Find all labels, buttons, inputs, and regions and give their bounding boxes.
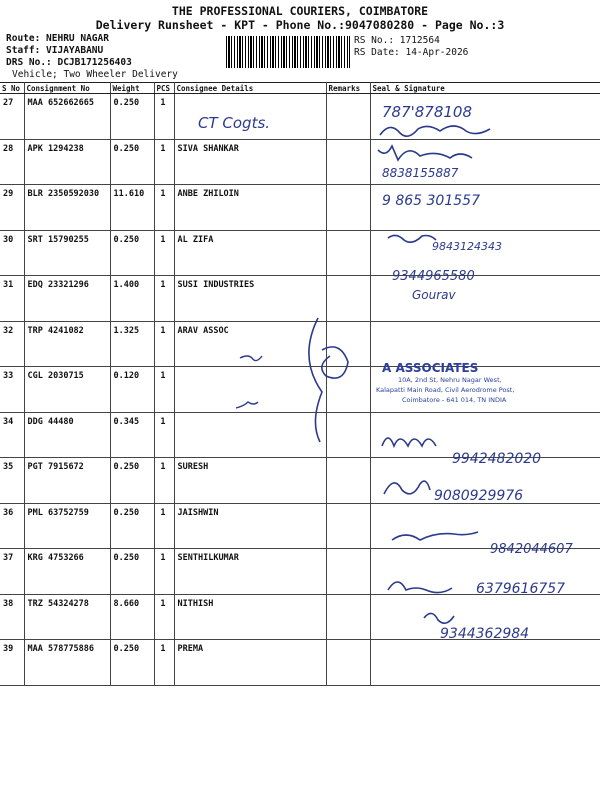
consignee-cell: JAISHWIN: [174, 503, 326, 549]
sno-cell: 28: [0, 139, 24, 185]
signature-28: [378, 146, 472, 160]
pcs-cell: 1: [154, 640, 174, 686]
consignment-cell: MAA 652662665: [24, 94, 110, 140]
stamp-line1: 10A, 2nd St, Nehru Nagar West,: [398, 376, 502, 384]
sno-cell: 30: [0, 230, 24, 276]
handwritten-phone-35: 9942482020: [452, 451, 542, 467]
sno-cell: 34: [0, 412, 24, 458]
consignee-cell: SENTHILKUMAR: [174, 549, 326, 595]
consignee-cell: SIVA SHANKAR: [174, 139, 326, 185]
sno-cell: 29: [0, 185, 24, 231]
pcs-cell: 1: [154, 549, 174, 595]
consignment-cell: CGL 2030715: [24, 367, 110, 413]
weight-cell: 1.325: [110, 321, 154, 367]
consignee-cell: AL ZIFA: [174, 230, 326, 276]
weight-cell: 0.250: [110, 458, 154, 504]
pcs-cell: 1: [154, 185, 174, 231]
weight-cell: 1.400: [110, 276, 154, 322]
sno-cell: 38: [0, 594, 24, 640]
mark-33: [240, 356, 262, 361]
pcs-cell: 1: [154, 276, 174, 322]
stamp-line3: Coimbatore - 641 014, TN INDIA: [402, 396, 507, 404]
col-consignee: Consignee Details: [174, 83, 326, 94]
sno-cell: 32: [0, 321, 24, 367]
pcs-cell: 1: [154, 321, 174, 367]
pcs-cell: 1: [154, 412, 174, 458]
signature-37: [392, 532, 478, 540]
signature-35: [382, 438, 436, 446]
sno-cell: 37: [0, 549, 24, 595]
signature-27: [380, 126, 490, 136]
consignment-cell: KRG 4753266: [24, 549, 110, 595]
pcs-cell: 1: [154, 458, 174, 504]
sno-cell: 39: [0, 640, 24, 686]
drs-label: DRS No.: DCJB171256403: [6, 57, 132, 68]
col-consignment: Consignment No: [24, 83, 110, 94]
consignment-cell: MAA 578775886: [24, 640, 110, 686]
weight-cell: 0.250: [110, 230, 154, 276]
mark-34: [236, 402, 258, 408]
consignee-cell: NITHISH: [174, 594, 326, 640]
consignee-cell: SUSI INDUSTRIES: [174, 276, 326, 322]
consignee-cell: SURESH: [174, 458, 326, 504]
handwritten-name-31: Gourav: [412, 288, 456, 302]
consignee-cell: ARAV ASSOC: [174, 321, 326, 367]
sno-cell: 33: [0, 367, 24, 413]
handwritten-phone-38: 6379616757: [476, 581, 566, 597]
handwritten-phone-31: 9344965580: [392, 269, 475, 284]
col-weight: Weight: [110, 83, 154, 94]
pcs-cell: 1: [154, 230, 174, 276]
weight-cell: 0.345: [110, 412, 154, 458]
consignment-cell: APK 1294238: [24, 139, 110, 185]
handwritten-phone-39: 9344362984: [440, 626, 530, 642]
weight-cell: 0.250: [110, 640, 154, 686]
consignment-cell: TRP 4241082: [24, 321, 110, 367]
consignment-cell: DDG 44480: [24, 412, 110, 458]
handwritten-phone-30: 9843124343: [432, 240, 502, 253]
weight-cell: 0.250: [110, 503, 154, 549]
signature-30: [388, 235, 436, 242]
handwritten-phone-28: 8838155887: [382, 166, 459, 180]
pcs-cell: 1: [154, 367, 174, 413]
consignment-cell: SRT 15790255: [24, 230, 110, 276]
stamp-title: A ASSOCIATES: [382, 361, 479, 375]
pcs-cell: 1: [154, 594, 174, 640]
company-title: THE PROFESSIONAL COURIERS, COIMBATORE: [171, 4, 429, 18]
pcs-cell: 1: [154, 94, 174, 140]
weight-cell: 0.250: [110, 139, 154, 185]
weight-cell: 0.250: [110, 94, 154, 140]
sno-cell: 27: [0, 94, 24, 140]
sno-cell: 31: [0, 276, 24, 322]
signature-38: [388, 582, 452, 593]
consignment-cell: BLR 2350592030: [24, 185, 110, 231]
sno-cell: 36: [0, 503, 24, 549]
col-sno: S No: [0, 83, 24, 94]
col-remarks: Remarks: [326, 83, 370, 94]
handwritten-sig-29: 9 865 301557: [382, 193, 480, 209]
consignee-cell: ANBE ZHILOIN: [174, 185, 326, 231]
company-stamp: [376, 361, 514, 404]
rs-number: RS No.: 1712564: [354, 35, 440, 46]
vehicle-label: Vehicle; Two Wheeler Delivery: [12, 69, 178, 80]
rs-date: RS Date: 14-Apr-2026: [354, 47, 469, 58]
consignment-cell: PGT 7915672: [24, 458, 110, 504]
handwritten-phone-37: 9842044607: [490, 542, 573, 557]
col-signature: Seal & Signature: [370, 83, 600, 94]
handwritten-consignee-27: CT Cogts.: [198, 114, 271, 132]
weight-cell: 8.660: [110, 594, 154, 640]
signature-39: [424, 613, 454, 623]
weight-cell: 0.250: [110, 549, 154, 595]
consignment-cell: TRZ 54324278: [24, 594, 110, 640]
consignee-cell: PREMA: [174, 640, 326, 686]
signature-33: [309, 318, 348, 442]
col-pcs: PCS: [154, 83, 174, 94]
pcs-cell: 1: [154, 139, 174, 185]
stamp-line2: Kalapatti Main Road, Civil Aerodrome Post,: [376, 386, 515, 394]
route-label: Route: NEHRU NAGAR: [6, 33, 109, 44]
weight-cell: 11.610: [110, 185, 154, 231]
pcs-cell: 1: [154, 503, 174, 549]
weight-cell: 0.120: [110, 367, 154, 413]
signature-36: [384, 481, 430, 494]
sno-cell: 35: [0, 458, 24, 504]
staff-label: Staff: VIJAYABANU: [6, 45, 104, 56]
handwritten-phone-36: 9080929976: [434, 488, 524, 504]
handwritten-phone-27: 787'878108: [382, 103, 473, 121]
runsheet-title: Delivery Runsheet - KPT - Phone No.:9047080280 - Page No.:3: [95, 18, 505, 32]
consignment-cell: EDQ 23321296: [24, 276, 110, 322]
consignment-cell: PML 63752759: [24, 503, 110, 549]
